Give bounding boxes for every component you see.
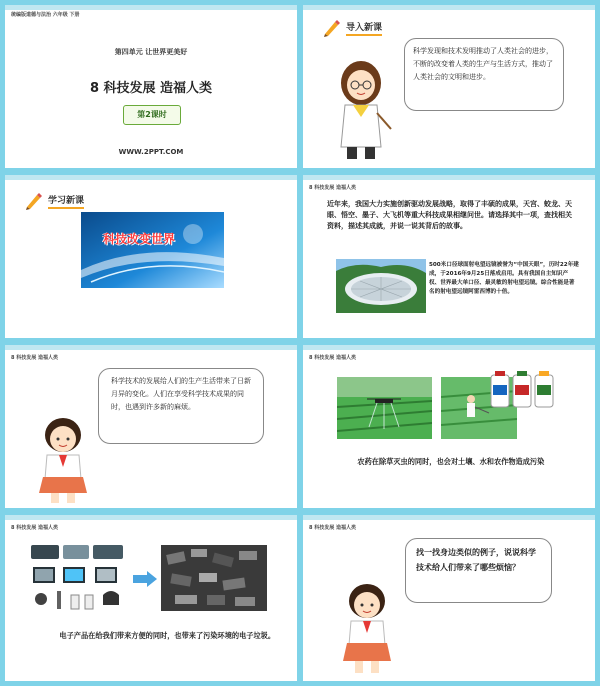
period-badge: 第2课时 xyxy=(123,105,181,125)
electronics-image xyxy=(29,543,129,613)
section-label: 导入新课 xyxy=(346,20,382,36)
lesson-header: 8 科技发展 造福人类 xyxy=(11,525,58,531)
slide-new-lesson xyxy=(5,175,297,338)
section-title xyxy=(323,19,382,37)
top-strip xyxy=(303,175,595,180)
top-strip xyxy=(5,515,297,520)
pesticide-caption: 农药在除草灭虫的同时，也会对土壤、水和农作物造成污染 xyxy=(357,457,545,466)
lesson-title: 8 科技发展 造福人类 xyxy=(89,81,213,96)
speech-bubble: 科学技术的发展给人们的生产生活带来了日新月异的变化。人们在享受科学技术成果的同时，也遇到许多新的麻烦。 xyxy=(98,368,264,444)
girl-illustration xyxy=(35,415,91,505)
unit-title: 第四单元 让世界更美好 xyxy=(114,48,188,56)
slide-pesticide xyxy=(303,345,595,508)
slide-achievements xyxy=(303,175,595,338)
lesson-header: 8 科技发展 造福人类 xyxy=(309,185,356,191)
lesson-header: 8 科技发展 造福人类 xyxy=(309,355,356,361)
site-url: WWW.2PPT.COM xyxy=(118,148,184,156)
top-strip xyxy=(303,515,595,520)
slide-new-troubles xyxy=(5,345,297,508)
top-strip xyxy=(5,175,297,180)
textbook-header: 统编版道德与法治 六年级 下册 xyxy=(11,12,80,18)
telescope-image xyxy=(336,259,426,313)
e-waste-pile-image xyxy=(161,545,267,611)
top-strip xyxy=(303,345,595,350)
top-strip xyxy=(5,5,297,10)
top-strip xyxy=(5,345,297,350)
banner-graphic xyxy=(81,212,224,288)
slide-introduction xyxy=(303,5,595,168)
pesticide-bottles-image xyxy=(489,369,555,409)
lesson-header: 8 科技发展 造福人类 xyxy=(11,355,58,361)
top-strip xyxy=(303,5,595,10)
speech-bubble: 找一找身边类似的例子，说说科学技术给人们带来了哪些烦恼？ xyxy=(405,538,552,603)
drone-spraying-image xyxy=(337,377,432,439)
section-title xyxy=(25,192,84,210)
lesson-header: 8 科技发展 造福人类 xyxy=(309,525,356,531)
slide-find-examples xyxy=(303,515,595,681)
teacher-illustration xyxy=(331,57,393,161)
e-waste-caption: 电子产品在给我们带来方便的同时，也带来了污染环境的电子垃圾。 xyxy=(59,631,276,640)
right-arrow-icon xyxy=(133,571,157,587)
fast-description: 500米口径球面射电望远镜被誉为“中国天眼”，历时22年建成，于2016年9月25日落成启用。具有我国自主知识产权、世界最大单口径、最灵敏的射电望远镜。综合性能是著名的射电望远镜阿雷西博的十倍。 xyxy=(429,262,579,295)
achievement-text: 近年来，我国大力实施创新驱动发展战略，取得了丰硕的成果，天宫、蛟龙、天眼、悟空、墨子、大飞机等重大科技成果相继问世。请选择其中一项，查找相关资料，描述其成就，并说一说其背后的故事。 xyxy=(327,200,572,230)
pencil-icon xyxy=(323,19,343,37)
speech-bubble: 科学发现和技术发明推动了人类社会的进步，不断的改变着人类的生产与生活方式，推动了人类社会的文明和进步。 xyxy=(404,38,564,111)
pencil-icon xyxy=(25,192,45,210)
banner-title: 科技改变世界 xyxy=(103,232,176,246)
tech-banner-image xyxy=(81,212,224,288)
slide-cover xyxy=(5,5,297,168)
girl-illustration xyxy=(339,581,395,677)
section-label: 学习新课 xyxy=(48,193,84,209)
slide-e-waste xyxy=(5,515,297,681)
